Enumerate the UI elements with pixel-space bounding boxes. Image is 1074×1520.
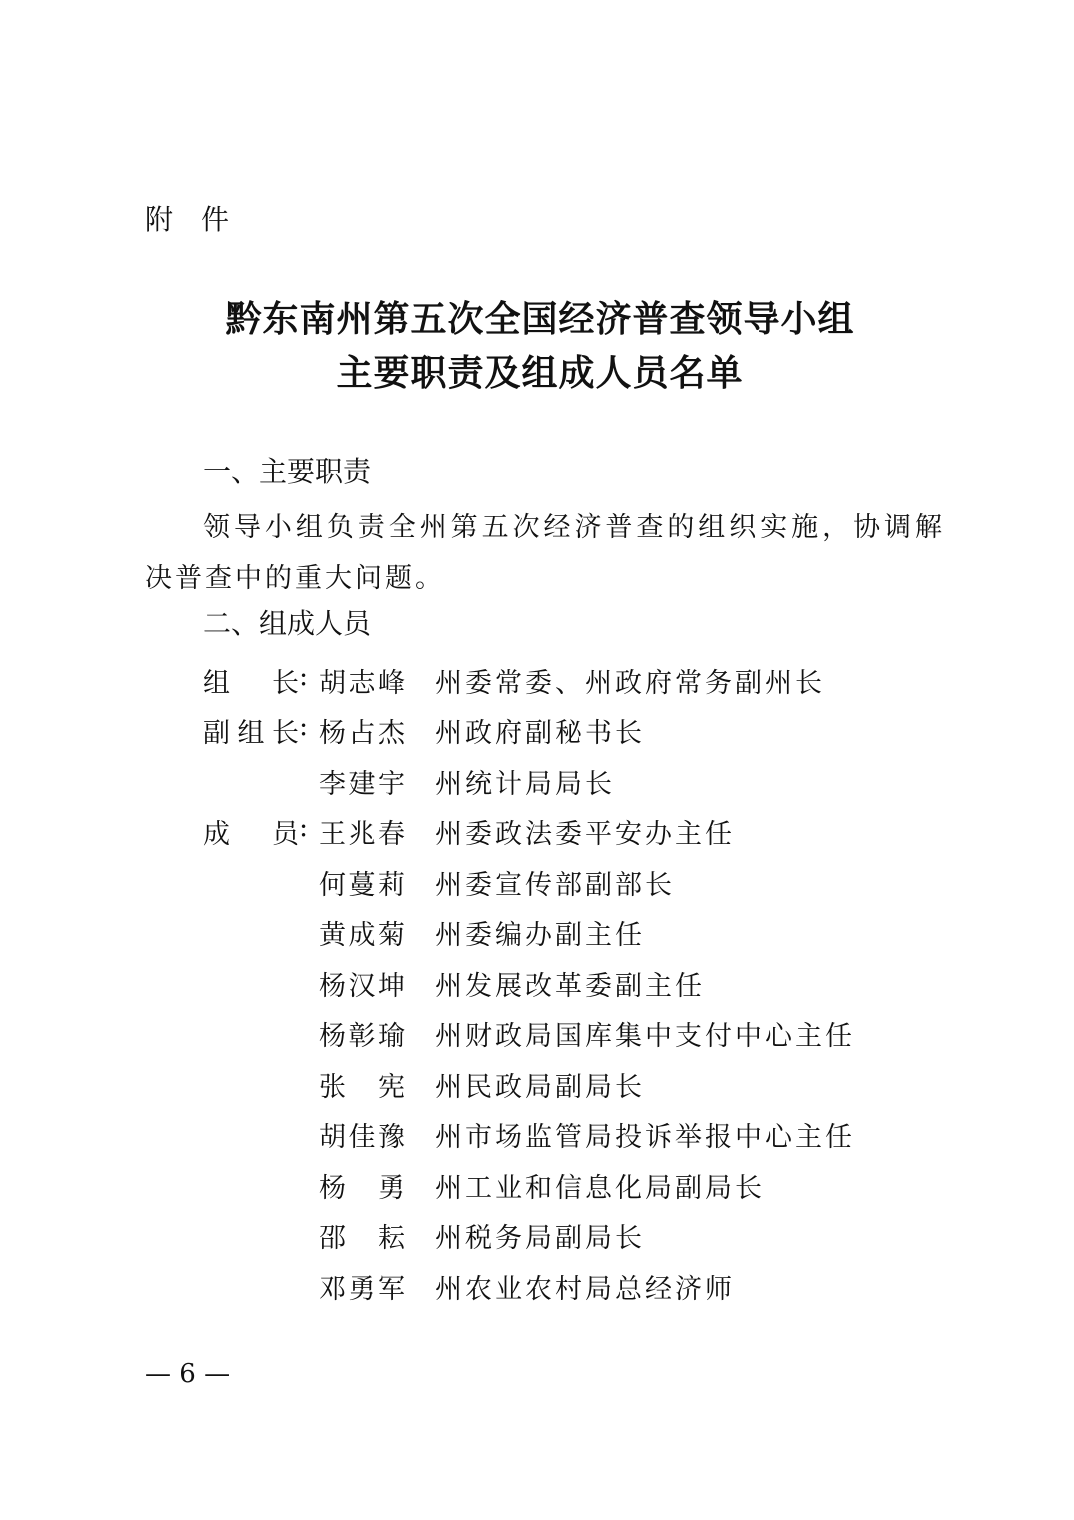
member-row (203, 706, 923, 757)
member-name: 胡志峰 (319, 667, 405, 699)
member-name: 何蔓莉 (319, 869, 405, 901)
title-line-2: 主要职责及组成人员名单 (336, 352, 744, 394)
member-name-cell (319, 1115, 435, 1154)
member-row (203, 807, 923, 858)
member-name-cell (319, 711, 435, 750)
members-list (203, 655, 923, 1312)
member-role-cell (203, 711, 319, 750)
member-row (203, 1211, 923, 1262)
member-name: 邓勇军 (319, 1273, 405, 1305)
member-name-cell (319, 1216, 435, 1255)
section-heading-members: 二、组成人员 (203, 607, 372, 640)
member-name: 杨彰瑜 (319, 1021, 405, 1053)
member-row (203, 958, 923, 1009)
member-name-cell (319, 661, 435, 700)
member-name-cell (319, 913, 435, 952)
member-role-colon: : (299, 812, 309, 844)
member-role-colon: : (299, 711, 309, 743)
page-number: — 6 — (145, 1359, 231, 1389)
document-title (140, 292, 940, 400)
member-name-cell (319, 1166, 435, 1205)
member-name: 黄成菊 (319, 920, 405, 952)
member-name: 张宪 (319, 1071, 405, 1103)
member-position: 州税务局副局长 (435, 1223, 645, 1255)
member-row (203, 1059, 923, 1110)
member-name: 邵耘 (319, 1223, 405, 1255)
member-role-cell (203, 661, 319, 700)
member-name-cell (319, 812, 435, 851)
member-row (203, 1009, 923, 1060)
section-heading-duties: 一、主要职责 (203, 455, 372, 488)
member-name: 杨汉坤 (319, 970, 405, 1002)
member-position: 州市场监管局投诉举报中心主任 (435, 1122, 855, 1154)
member-name-cell (319, 762, 435, 801)
member-role-cell (203, 812, 319, 851)
member-row (203, 1110, 923, 1161)
member-position: 州委编办副主任 (435, 920, 645, 952)
member-name: 杨勇 (319, 1172, 405, 1204)
member-row (203, 756, 923, 807)
member-position: 州财政局国库集中支付中心主任 (435, 1021, 855, 1053)
member-position: 州农业农村局总经济师 (435, 1273, 735, 1305)
member-name: 王兆春 (319, 819, 405, 851)
member-name: 胡佳豫 (319, 1122, 405, 1154)
duties-paragraph: 领导小组负责全州第五次经济普查的组织实施，协调解决普查中的重大问题。 (145, 512, 945, 594)
member-position: 州委宣传部副部长 (435, 869, 675, 901)
member-role: 副组长 (203, 718, 299, 750)
member-role: 组长 (203, 667, 299, 699)
member-name: 杨占杰 (319, 718, 405, 750)
member-position: 州发展改革委副主任 (435, 970, 705, 1002)
title-line-1: 黔东南州第五次全国经济普查领导小组 (225, 298, 855, 340)
attachment-label: 附件 (145, 203, 258, 236)
member-position: 州政府副秘书长 (435, 718, 645, 750)
member-position: 州委政法委平安办主任 (435, 819, 735, 851)
member-position: 州工业和信息化局副局长 (435, 1172, 765, 1204)
member-name-cell (319, 964, 435, 1003)
member-role-colon: : (299, 660, 309, 692)
member-row (203, 908, 923, 959)
member-row (203, 1261, 923, 1312)
member-row (203, 857, 923, 908)
member-position: 州统计局局长 (435, 768, 615, 800)
member-position: 州委常委、州政府常务副州长 (435, 667, 825, 699)
member-row (203, 655, 923, 706)
member-name-cell (319, 863, 435, 902)
member-row (203, 1160, 923, 1211)
member-name-cell (319, 1065, 435, 1104)
member-role: 成员 (203, 819, 299, 851)
member-name: 李建宇 (319, 768, 405, 800)
member-name-cell (319, 1267, 435, 1306)
member-name-cell (319, 1014, 435, 1053)
member-position: 州民政局副局长 (435, 1071, 645, 1103)
